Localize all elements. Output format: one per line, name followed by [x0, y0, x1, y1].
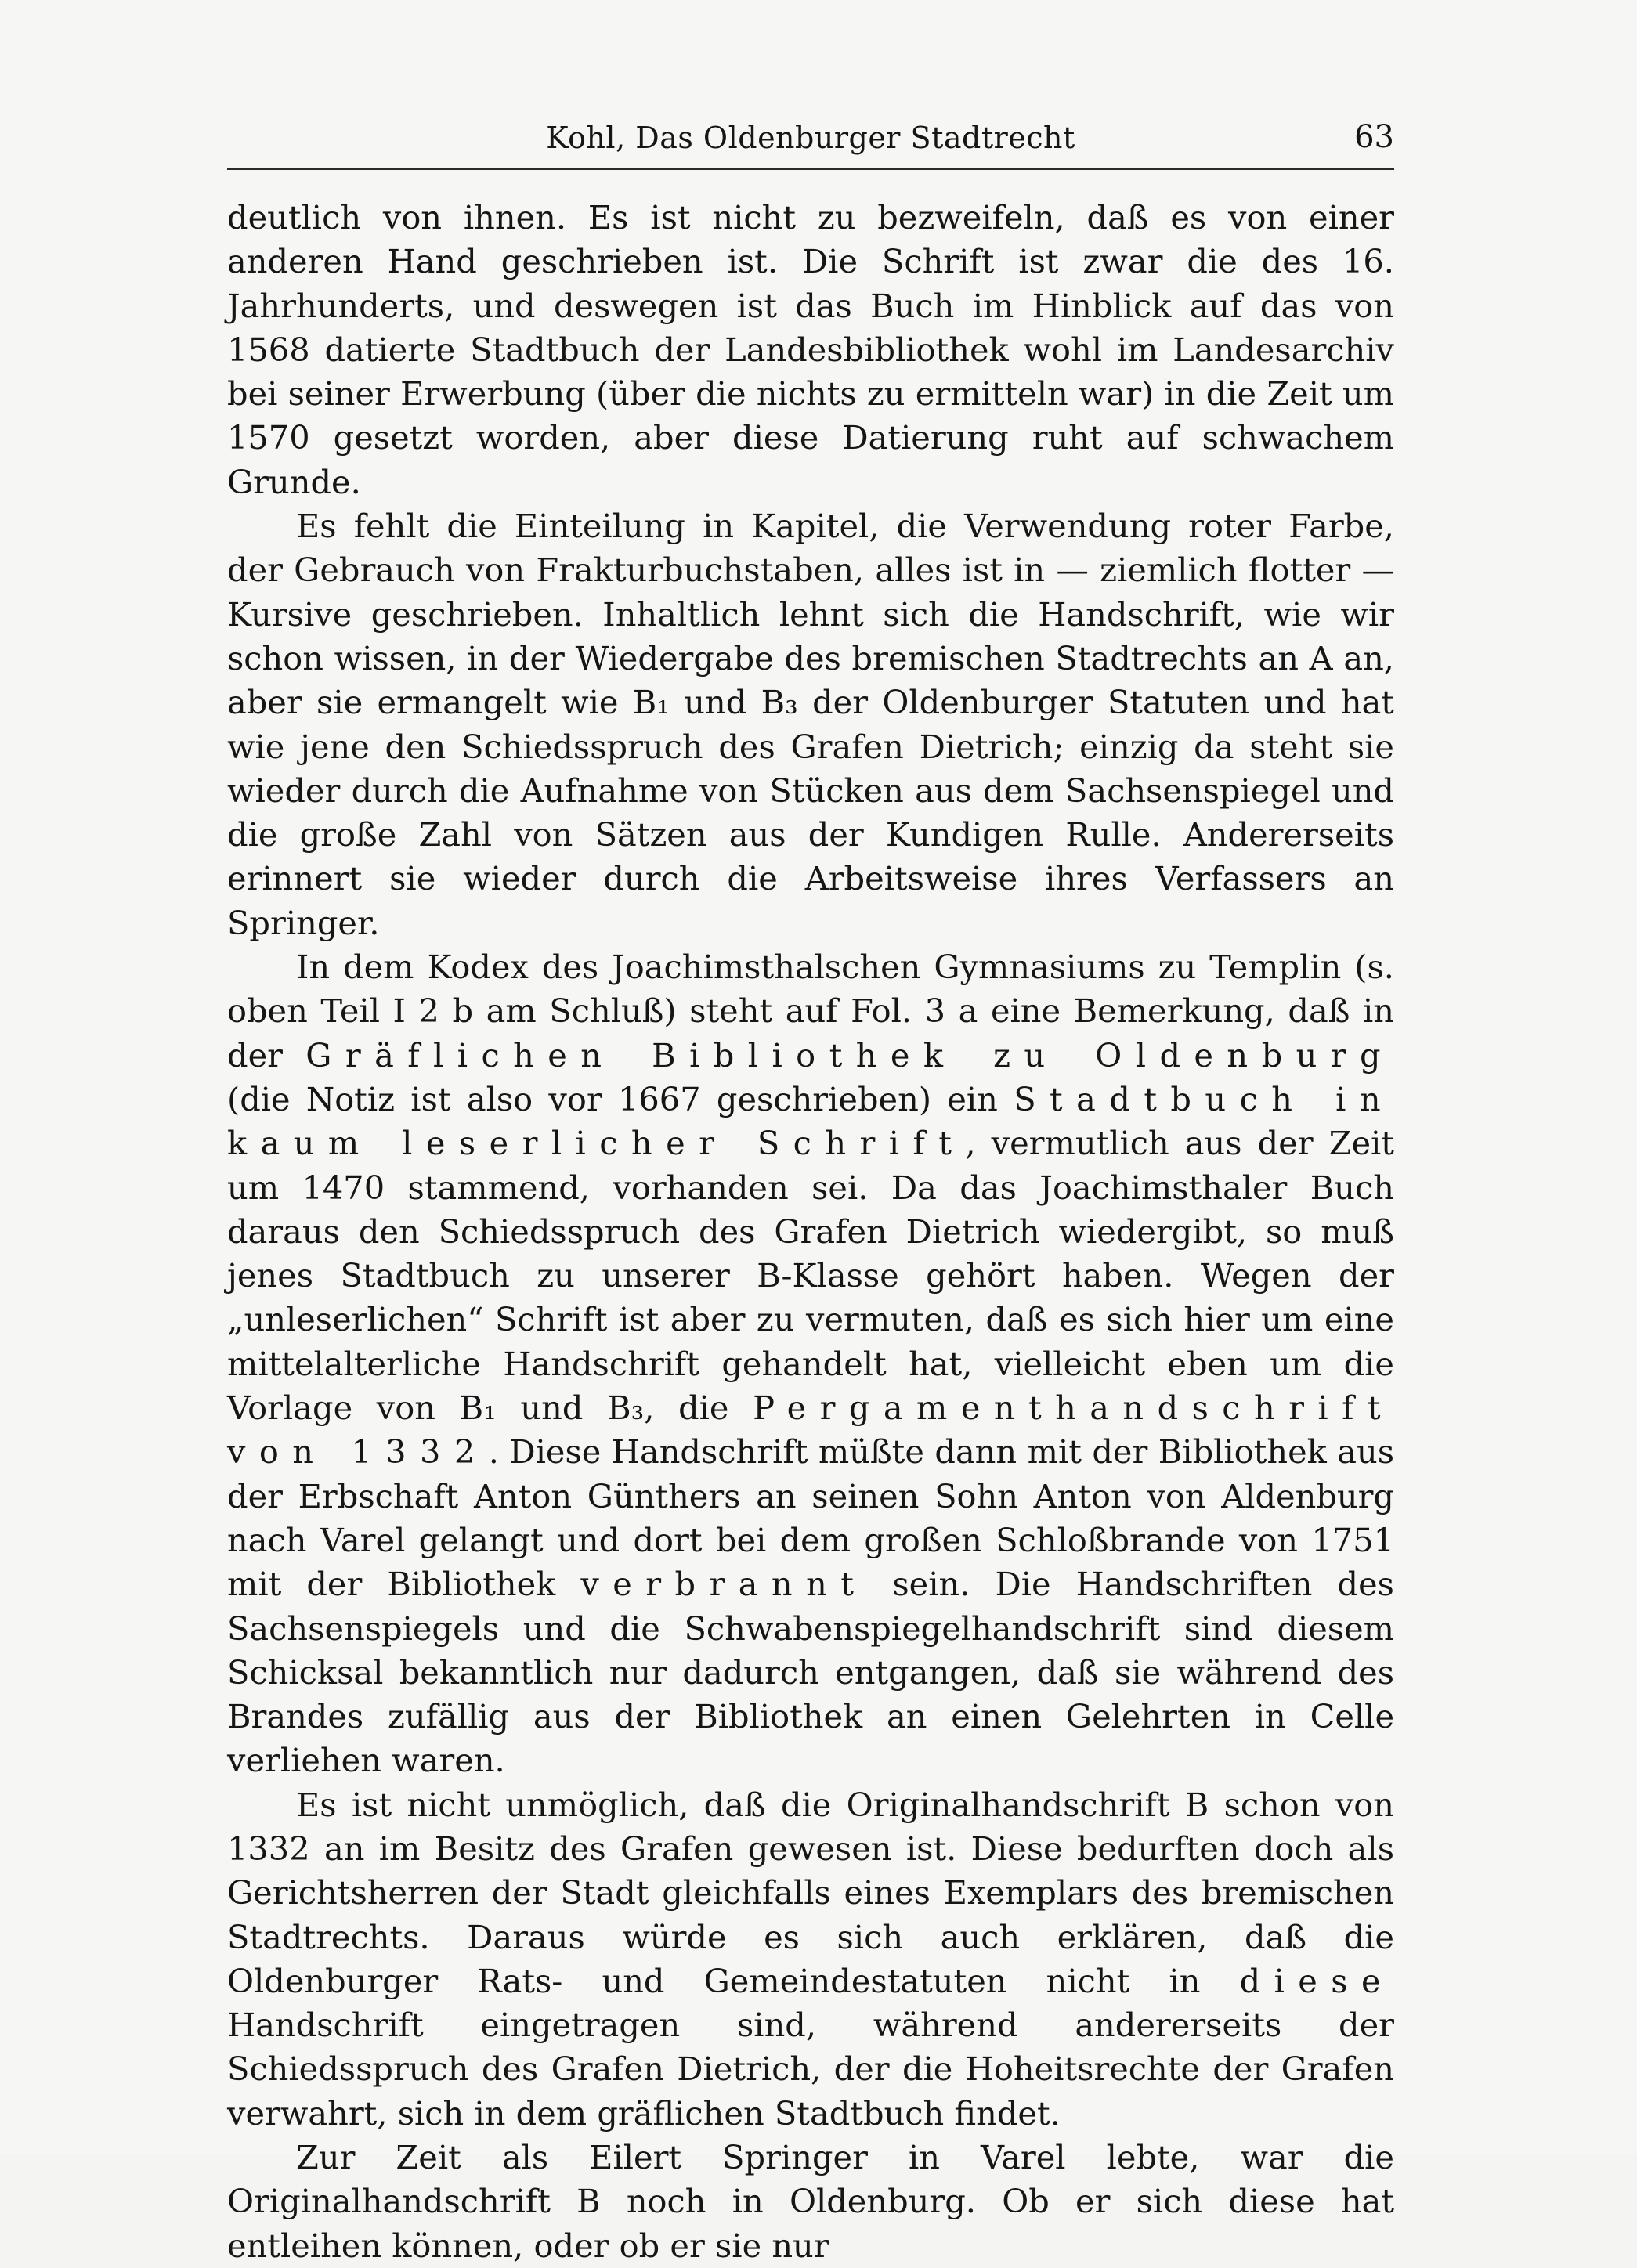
paragraph-3-text-c: (die Notiz ist also vor 1667 geschrieben) ein	[227, 1079, 1014, 1118]
body-text	[227, 196, 1394, 2268]
paragraph-3-text-a: In dem Kodex des Joachimsthalschen Gymnasiums zu Templin (s. oben Teil I 2 b am Schluß) steht auf Fol. 3 a eine Bemerkung, daß in der	[227, 948, 1394, 1074]
running-title: Kohl, Das Oldenburger Stadtrecht	[546, 121, 1075, 155]
emphasis-graefliche-bibliothek: Gräflichen Bibliothek zu Oldenburg	[305, 1035, 1395, 1074]
paragraph-3-text-i: sein. Die Handschriften des Sachsenspiegels und die Schwabenspiegelhandschrift sind diesem Schicksal bekanntlich nur dadurch entgangen, daß sie während des Brandes zufällig aus der Bibliothek an einen Gelehrten in Celle verliehen waren.	[227, 1565, 1394, 1780]
paragraph-4	[227, 1783, 1394, 2136]
paragraph-3-text-g: . Diese Handschrift müßte dann mit der Bibliothek aus der Erbschaft Anton Günthers an seinen Sohn Anton von Aldenburg nach Varel gelangt und dort bei dem großen Schloßbrande von 1751 mit der Bibliothek	[227, 1432, 1395, 1604]
emphasis-verbrannt: verbrannt	[580, 1565, 868, 1604]
paragraph-3	[227, 945, 1394, 1783]
emphasis-diese: diese	[1239, 1961, 1394, 2000]
running-head	[227, 117, 1394, 170]
paragraph-4-text-c: Handschrift eingetragen sind, während andererseits der Schiedsspruch des Grafen Dietrich, der die Hoheitsrechte der Grafen verwahrt, sich in dem gräflichen Stadtbuch findet.	[227, 2006, 1394, 2133]
emphasis-pergamenthandschrift: Pergamenthandschrift von 1332	[227, 1389, 1394, 1472]
paragraph-1: deutlich von ihnen. Es ist nicht zu bezweifeln, daß es von einer anderen Hand geschrieben ist. Die Schrift ist zwar die des 16. Jahrhunderts, und deswegen ist das Buch im Hinblick auf das von 1568 datierte Stadtbuch der Landesbibliothek wohl im Landesarchiv bei seiner Erwerbung (über die nichts zu ermitteln war) in die Zeit um 1570 gesetzt worden, aber diese Datierung ruht auf schwachem Grunde.	[227, 198, 1394, 501]
paragraph-5: Zur Zeit als Eilert Springer in Varel lebte, war die Originalhandschrift B noch in Oldenburg. Ob er sich diese hat entleihen können, oder ob er sie nur	[227, 2138, 1394, 2265]
page-number: 63	[1354, 119, 1394, 155]
paragraph-4-text-a: Es ist nicht unmöglich, daß die Originalhandschrift B schon von 1332 an im Besitz des Grafen gewesen ist. Diese bedurften doch als Gerichtsherren der Stadt gleichfalls eines Exemplars des bremischen Stadtrechts. Daraus würde es sich auch erklären, daß die Oldenburger Rats- und Gemeindestatuten nicht in	[227, 1785, 1394, 2000]
paragraph-2: Es fehlt die Einteilung in Kapitel, die Verwendung roter Farbe, der Gebrauch von Frakturbuchstaben, alles ist in — ziemlich flotter — Kursive geschrieben. Inhaltlich lehnt sich die Handschrift, wie wir schon wissen, in der Wiedergabe des bremischen Stadtrechts an A an, aber sie ermangelt wie B₁ und B₃ der Oldenburger Statuten und hat wie jene den Schiedsspruch des Grafen Dietrich; einzig da steht sie wieder durch die Aufnahme von Stücken aus dem Sachsenspiegel und die große Zahl von Sätzen aus der Kundigen Rulle. Andererseits erinnert sie wieder durch die Arbeitsweise ihres Verfassers an Springer.	[227, 507, 1394, 942]
emphasis-stadtbuch: Stadtbuch in kaum leserlicher Schrift	[227, 1079, 1395, 1163]
paragraph-3-text-e: , vermutlich aus der Zeit um 1470 stammend, vorhanden sei. Da das Joachimsthaler Buch daraus den Schiedsspruch des Grafen Dietrich wiedergibt, so muß jenes Stadtbuch zu unserer B-Klasse gehört haben. Wegen der „unleserlichen“ Schrift ist aber zu vermuten, daß es sich hier um eine mittelalterliche Handschrift gehandelt hat, vielleicht eben um die Vorlage von B₁ und B₃, die	[227, 1124, 1394, 1428]
